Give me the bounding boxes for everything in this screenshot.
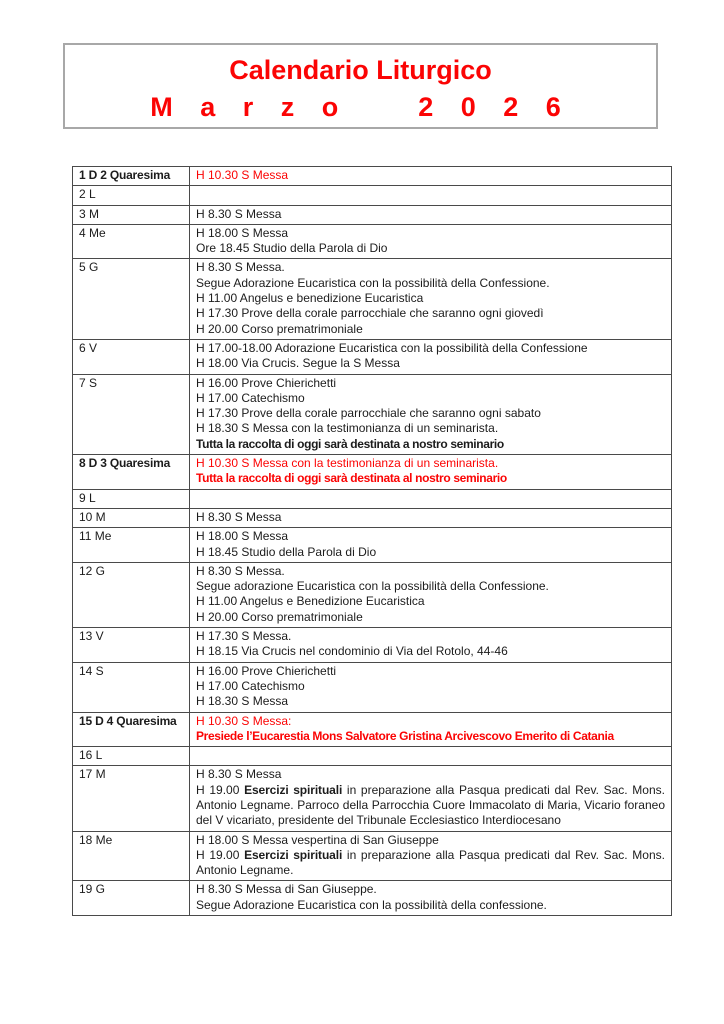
event-line: Tutta la raccolta di oggi sarà destinata a nostro seminario xyxy=(196,436,504,451)
events-cell xyxy=(190,628,672,663)
event-line: H 8.30 S Messa. xyxy=(196,563,285,578)
event-text-bold: Esercizi spirituali xyxy=(244,847,343,862)
event-line: H 18.30 S Messa xyxy=(196,694,289,709)
event-line: Tutta la raccolta di oggi sarà destinata al nostro seminario xyxy=(196,471,507,486)
day-cell: 3 M xyxy=(73,205,190,224)
events-cell xyxy=(190,766,672,831)
table-row xyxy=(73,628,672,663)
event-line: H 11.00 Angelus e Benedizione Eucaristica xyxy=(196,594,425,609)
events-cell xyxy=(190,562,672,627)
day-cell: 2 L xyxy=(73,186,190,205)
table-row xyxy=(73,747,672,766)
table-row xyxy=(73,259,672,339)
event-line: H 16.00 Prove Chierichetti xyxy=(196,663,337,678)
event-line: Segue adorazione Eucaristica con la possibilità della Confessione. xyxy=(196,579,549,594)
event-line: H 16.00 Prove Chierichetti xyxy=(196,375,337,390)
events-cell xyxy=(190,712,672,747)
event-line: H 11.00 Angelus e benedizione Eucaristica xyxy=(196,291,424,306)
events-cell xyxy=(190,508,672,527)
table-row xyxy=(73,662,672,712)
day-cell: 12 G xyxy=(73,562,190,627)
day-cell: 5 G xyxy=(73,259,190,339)
event-line: Presiede l’Eucarestia Mons Salvatore Gristina Arcivescovo Emerito di Catania xyxy=(196,728,614,743)
day-cell: 15 D 4 Quaresima xyxy=(73,712,190,747)
events-cell xyxy=(190,224,672,259)
event-line: H 17.30 S Messa. xyxy=(196,629,292,644)
events-cell xyxy=(190,831,672,881)
event-text: H 19.00 xyxy=(196,782,245,797)
event-line: H 8.30 S Messa. xyxy=(196,260,285,275)
events-cell xyxy=(190,747,672,766)
table-row xyxy=(73,712,672,747)
event-line xyxy=(196,848,665,879)
day-cell: 4 Me xyxy=(73,224,190,259)
table-row xyxy=(73,205,672,224)
table-row xyxy=(73,528,672,563)
title-box xyxy=(63,43,658,129)
events-cell xyxy=(190,167,672,186)
table-row xyxy=(73,562,672,627)
event-line: H 10.30 S Messa con la testimonianza di un seminarista. xyxy=(196,456,499,471)
table-row xyxy=(73,186,672,205)
day-cell: 18 Me xyxy=(73,831,190,881)
event-text-bold: Esercizi spirituali xyxy=(244,782,343,797)
table-row xyxy=(73,831,672,881)
day-cell: 17 M xyxy=(73,766,190,831)
table-row xyxy=(73,374,672,454)
event-line: H 8.30 S Messa xyxy=(196,767,282,782)
calendar-table xyxy=(72,166,672,916)
event-line: H 18.00 S Messa vespertina di San Giuseppe xyxy=(196,832,439,847)
event-line: H 17.00-18.00 Adorazione Eucaristica con la possibilità della Confessione xyxy=(196,340,588,355)
day-cell: 10 M xyxy=(73,508,190,527)
events-cell xyxy=(190,881,672,916)
event-line: H 17.30 Prove della corale parrocchiale che saranno ogni giovedì xyxy=(196,306,544,321)
events-cell xyxy=(190,374,672,454)
day-cell: 8 D 3 Quaresima xyxy=(73,455,190,490)
event-line: H 18.15 Via Crucis nel condominio di Via del Rotolo, 44-46 xyxy=(196,644,508,659)
event-text: in preparazione alla Pasqua predicati dal Rev. Sac. Mons. Antonio Legname. Parroco della Parrocchia Cuore Immacolato di Maria, Vicario foraneo del V vicariato, presidente del Tribunale Ecclesiastico Interdiocesano xyxy=(196,782,665,828)
table-row xyxy=(73,455,672,490)
table-row xyxy=(73,489,672,508)
event-line: H 8.30 S Messa xyxy=(196,206,282,221)
events-cell xyxy=(190,455,672,490)
table-row xyxy=(73,339,672,374)
event-line: H 10.30 S Messa xyxy=(196,168,289,182)
event-line: H 17.00 Catechismo xyxy=(196,390,305,405)
event-line xyxy=(196,783,665,829)
event-line: H 18.30 S Messa con la testimonianza di un seminarista. xyxy=(196,421,499,436)
event-line: H 8.30 S Messa xyxy=(196,509,282,524)
day-cell: 16 L xyxy=(73,747,190,766)
events-cell xyxy=(190,205,672,224)
table-row xyxy=(73,881,672,916)
event-line: H 18.00 S Messa xyxy=(196,529,289,544)
event-line: H 8.30 S Messa di San Giuseppe. xyxy=(196,882,377,897)
day-cell: 6 V xyxy=(73,339,190,374)
event-line: H 18.45 Studio della Parola di Dio xyxy=(196,544,377,559)
event-line: H 10.30 S Messa: xyxy=(196,713,292,728)
event-line: H 18.00 Via Crucis. Segue la S Messa xyxy=(196,356,400,371)
events-cell xyxy=(190,339,672,374)
day-cell: 13 V xyxy=(73,628,190,663)
page-title: Calendario Liturgico xyxy=(229,55,492,85)
day-cell: 7 S xyxy=(73,374,190,454)
table-row xyxy=(73,167,672,186)
event-text: H 19.00 xyxy=(196,847,245,862)
event-line: H 20.00 Corso prematrimoniale xyxy=(196,609,363,624)
events-cell xyxy=(190,489,672,508)
event-line: H 17.00 Catechismo xyxy=(196,678,305,693)
events-cell xyxy=(190,662,672,712)
calendar-table-body xyxy=(73,167,672,916)
page-subtitle: M a r z o 2 0 2 6 xyxy=(150,92,571,122)
events-cell xyxy=(190,528,672,563)
table-row xyxy=(73,224,672,259)
event-line: H 17.30 Prove della corale parrocchiale che saranno ogni sabato xyxy=(196,406,541,421)
event-line: Segue Adorazione Eucaristica con la possibilità della confessione. xyxy=(196,897,547,912)
event-line: Ore 18.45 Studio della Parola di Dio xyxy=(196,241,388,256)
table-row xyxy=(73,508,672,527)
events-cell xyxy=(190,259,672,339)
day-cell: 11 Me xyxy=(73,528,190,563)
event-text: in preparazione alla Pasqua predicati dal Rev. Sac. Mons. Antonio Legname. xyxy=(196,847,665,878)
events-cell xyxy=(190,186,672,205)
day-cell: 19 G xyxy=(73,881,190,916)
day-cell: 1 D 2 Quaresima xyxy=(73,167,190,186)
event-line: H 20.00 Corso prematrimoniale xyxy=(196,321,363,336)
day-cell: 9 L xyxy=(73,489,190,508)
event-line: H 18.00 S Messa xyxy=(196,225,289,240)
table-row xyxy=(73,766,672,831)
day-cell: 14 S xyxy=(73,662,190,712)
event-line: Segue Adorazione Eucaristica con la possibilità della Confessione. xyxy=(196,275,550,290)
